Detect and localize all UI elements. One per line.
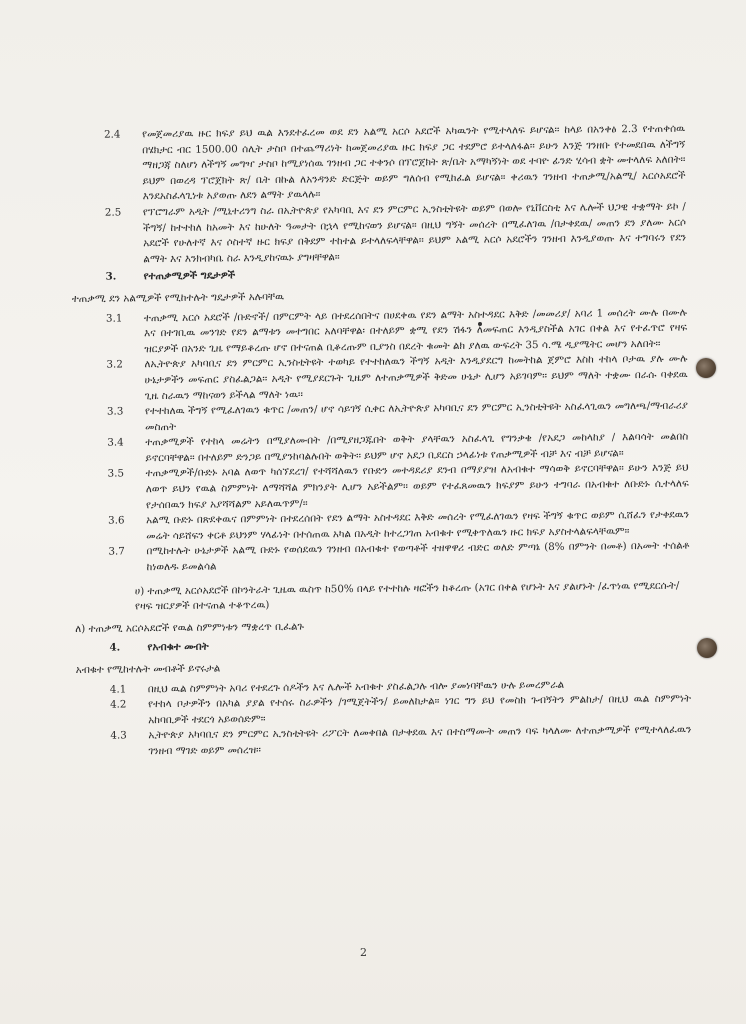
clause-number: 4.1 xyxy=(109,683,127,696)
clause-4-3 xyxy=(76,723,691,761)
section-3-intro: ተጠቃሚ ደን አልሚዎች የሚከተሉት ግዴታዎች አሉባቸዉ xyxy=(71,290,285,305)
clause-number: 3.6 xyxy=(108,514,125,527)
sub-clause-b: ለ) ተጠቃሚ አርሶአደሮች የዉል ስምምነቱን ማቋረጥ ቢፈልጉ xyxy=(75,620,304,635)
clause-3-1 xyxy=(72,305,687,358)
clause-text: አልሚ ቡድኑ በጽደቀዉና በምምነት በተደረሰበት የደን ልማት አስተዳደር እቅድ መሰረት የሚፈለገዉን የዛፍ ችግኝ ቁጥር ወይም ሲሸፈን የታቀደዉን መሬት ሳይሸፍን ቀርቶ ይህንም ሃላፊነት በተሰጠዉ አካል በአዲት ከተረጋገጠ አብቁተ የሚቀጥለዉን ዙር ክፍያ አያስተላልፍላቸዉም፡፡ xyxy=(146,508,690,543)
clause-text: በዚህ ዉል ስምምነት አባሪ የተደረጉ ሰዶችን እና ሌሎች አብቁተ ያስፈልጋሉ ብሎ ያመነባቸዉን ሁሉ ይመረምራል xyxy=(147,678,565,695)
clause-text: ተጠቃሚዎች የተከላ መሬትን በሚያለሙበት /በሚያዘጋጁበት ወቅት ያላቸዉን አስፈላጊ የግንቃቄ /የአደጋ መከላከያ / እልባሳት መልበስ ይኖርባቸዋል፡፡ በተለይም ድንጋይ በሚያንከባልሉበት ወቅት፡፡ ይህም ሆኖ አደጋ ቢደርስ ኃላፊነቱ የጠቃሚዎች ብቻ እና ብቻ ይሆናል፡፡ xyxy=(145,430,689,465)
clause-number: 3.5 xyxy=(107,467,125,481)
clause-text: የተከላ ቦታዎችን በአካል ያያል የተሰሩ ስራዎችን /ገሚጀትችን/ ይመለከታል፡፡ ነገር ግን ይህ የመስክ ጉብኝትን ምልከታ/ በዚህ ዉል ስምምነት አከባቢዎች ተደርጎ አይወሰድም፡፡ xyxy=(147,692,692,726)
clause-text: ተጠቃሚ አርሶ አደሮች /ቡድኖች/ በምርምት ላይ በተደረሰበትና በሀደቀዉ የደን ልማት አስተዳደር እቅድ /መመሪያ/ አባሪ 1 መሰረት ሙሉ በሙሉ እና በተገቢዉ መንገድ የደን ልማቱን መተግበር አለባቸዋል፡ በተለይም ቋሚ የደን ሽፋን ለመፍጠር እንዲያስችል አገር በቀል እና የተፈጥሮ የዛፍ ዝርያዎች በአንድ ጊዜ የማይቆረጡ ሆኖ በተናጠል ቢቆረጡም ቢያንስ በደረት ቁመት ልክ ያለዉ ውፍረት 35 ሳ.ሜ ዲያሜትር መሆን አለበት፡፡ xyxy=(143,306,688,355)
clause-number: 3.3 xyxy=(106,405,124,418)
section-title: የአብቁተ መብት xyxy=(147,640,209,654)
clause-2-5 xyxy=(71,200,687,269)
section-number: 4. xyxy=(109,641,121,655)
clause-2-4 xyxy=(70,122,686,206)
clause-number: 3.2 xyxy=(106,358,123,371)
clause-3-7 xyxy=(74,539,689,577)
punch-hole xyxy=(697,638,717,658)
clause-number: 3.7 xyxy=(108,545,125,559)
section-4-intro: አብቁተ የሚከተሉት መብቶች ይኖሩታል xyxy=(75,662,221,676)
clause-number: 4.3 xyxy=(110,729,127,742)
clause-text: የፕሮግራም አዲት /ሚኒተሪንግ ስራ በኢትዮጵያ የአካባቢ እና ደን ምርምር ኢንስቲትዩት ወይም በወሎ የኒቨርስቲ እና ሌሎች ህጋዊ ተቋማት ይኮ /ችግኝ/ ከተተከለ ከአመት እና ከሁለት ዓመታት በኋላ የሚከናወን ይሆናል፡፡ በዚህ ግኝት መሰረት በሚፈለገዉ /በታቀደዉ/ መጠን ደን ያለሙ አርሶ አደሮች የሁለተኛ እና ሶስተኛ ዙር ክፍያ በቅደም ተከተል ይተላለፍላቸዋል፡፡ ይህም አልሚ አርሶ አደሮችን ገንዘብ እንዲያወጡ እና ተግባሩን የደን ልማት እና እንክብካቤ ስራ እንዲያከናዉኑ ያግዛቸዋል፡፡ xyxy=(142,200,687,265)
clause-number: 4.2 xyxy=(109,698,127,711)
sub-clause-a: ሀ) ተጠቃሚ አርሶአደሮች በኮንትራት ጊዜዉ ዉስጥ ከ50% በላይ የተተከሉ ዛፎችን ከቆረጡ (አገር በቀል የሆኑት እና ያልሆኑት /ፈጥነዉ የሚደርሱት/ የዛፍ ዝርያዎች በተናጠል ተቆጥረዉ) xyxy=(134,579,680,613)
clause-text: የተተከለዉ ችግኝ የሚፈለገዉን ቁጥር /መጠን/ ሆኖ ሳይገኝ ሲቀር ለኢትዮጵያ አካባቢና ደን ምርምር ኢንስቲትዩት አስፈላጊዉን መግለጫ/ማብራሪያ መስጠት xyxy=(144,399,689,433)
clause-3-2 xyxy=(72,352,687,405)
clause-number: 2.4 xyxy=(104,128,121,141)
section-title: የተጠቃሚዎች ግዴታዎች xyxy=(143,269,236,283)
clause-number: 2.5 xyxy=(104,206,122,219)
clause-text: በሚከተሉት ሁኔታዎች አልሚ ቡድኑ የወሰደዉን ገንዘብ በአብቁተ የወጣቶች ተዘዋዋሪ ብድር ወለድ ምጣኔ (8% በምንት በመቶ) በአመት ተሰልቶ ከነወለዱ ይመልሳል xyxy=(146,539,690,574)
clause-text: ኢትዮጵያ አካባቢና ደን ምርምር ኢንስቲትዩት ሪፖርት ለመቀበል በታቀደዉ እና በተስማሙት መጠን ባፍ ካላለሙ ለተጠቃሚዎች የሚተላለፈዉን ገንዘብ ማገድ ወይም መሰረዝ፡፡ xyxy=(148,723,692,758)
clause-number: 3.1 xyxy=(105,311,123,325)
clause-text: ለኢትዮጵያ አካባቢና ደን ምርምር ኢንስቲትዩት ተወካይ የተተከለዉን ችግኝ አዲት እንዲያደርግ ከመትከል ጀምሮ እስከ ተከላ ቦታዉ ያሉ ሙሉ ሁኔታዎችን መፍጠር ያስፈልጋል፡፡ አዲት የሚያደርጉት ጊዜም ለተጠቃሚዎች ቅድመ ሁኔታ ሊሆን አይገባም፡፡ ይህም ማለት ተቋሙ በራሱ ባቀደዉ ጊዜ ስራዉን ማከናወን ይችላል ማለት ነዉ፡፡ xyxy=(144,352,688,402)
clause-text: የመጀመሪያዉ ዙር ክፍያ ይህ ዉል እንደተፈረመ ወደ ደን አልሚ አርሶ አደሮች አካዉንት የሚተላለፍ ይሆናል፡፡ ከላይ በአንቀፅ 2.3 የተጠቀሰዉ በሄክታር ብር 1500.00 ሰሊት ታስቦ በተጨማሪነት ከመጀመሪያዉ ዙር ክፍያ ጋር ተደምሮ ይተላለፋል፡፡ ይሁን እንጅ ገንዘቡ የተመደበዉ ለችግኝ ማዘጋጃ ስለሆነ ለችግኝ መግዣ ታስቦ ከሚያነሰዉ ገንዘብ ጋር ተቀንሶ በፕሮጀክት ጽ/ቤት አማካኝነት ወደ ተባዮ ፊንድ ሂሳብ ቋት መተላለፍ አለበት፡፡ ይህም በወረዳ ፕሮጀክት ጽ/ ቤት በኩል ለአንዳንድ ድርጅት ወይም ግለሰብ የሚከፈል ይሆናል፡፡ ቀሪዉን ገንዘብ ተጠቃሚ/አልሚ/ አርሶአደሮች እንደአስፈላጊነቱ አያወጡ ለደን ልማት ያዉላሉ፡፡ xyxy=(142,122,686,203)
clause-number: 3.4 xyxy=(107,436,124,449)
section-number: 3. xyxy=(105,270,117,283)
section-4-heading xyxy=(75,635,690,657)
clause-text: ተጠቃሚዎች/ቡድኑ አባል ለወጥ ካሰኘደረገ/ የተሻሻለዉን የቡድን መተዳደሪያ ደንብ በማያያዝ ለአብቁተ ማሳወቅ ይኖርባቸዋል፡፡ ይሁን እንጅ ይህ ለወጥ ይህን የዉል ስምምነት ለማሻሻል ምክንያት ሊሆን አይችልም፡፡ ወይም የተፈጸመዉን ክፍያም ይሁን ተግባራ በአብቁተ ለቡድኑ ሲተላለፍ የታሰበዉን ክፍያ አያሻሻልም አይለዉጥም/፡፡ xyxy=(145,462,689,511)
clause-3-5 xyxy=(74,461,689,514)
punch-hole xyxy=(696,358,716,378)
document-body xyxy=(70,122,692,761)
page-number: 2 xyxy=(360,946,367,959)
